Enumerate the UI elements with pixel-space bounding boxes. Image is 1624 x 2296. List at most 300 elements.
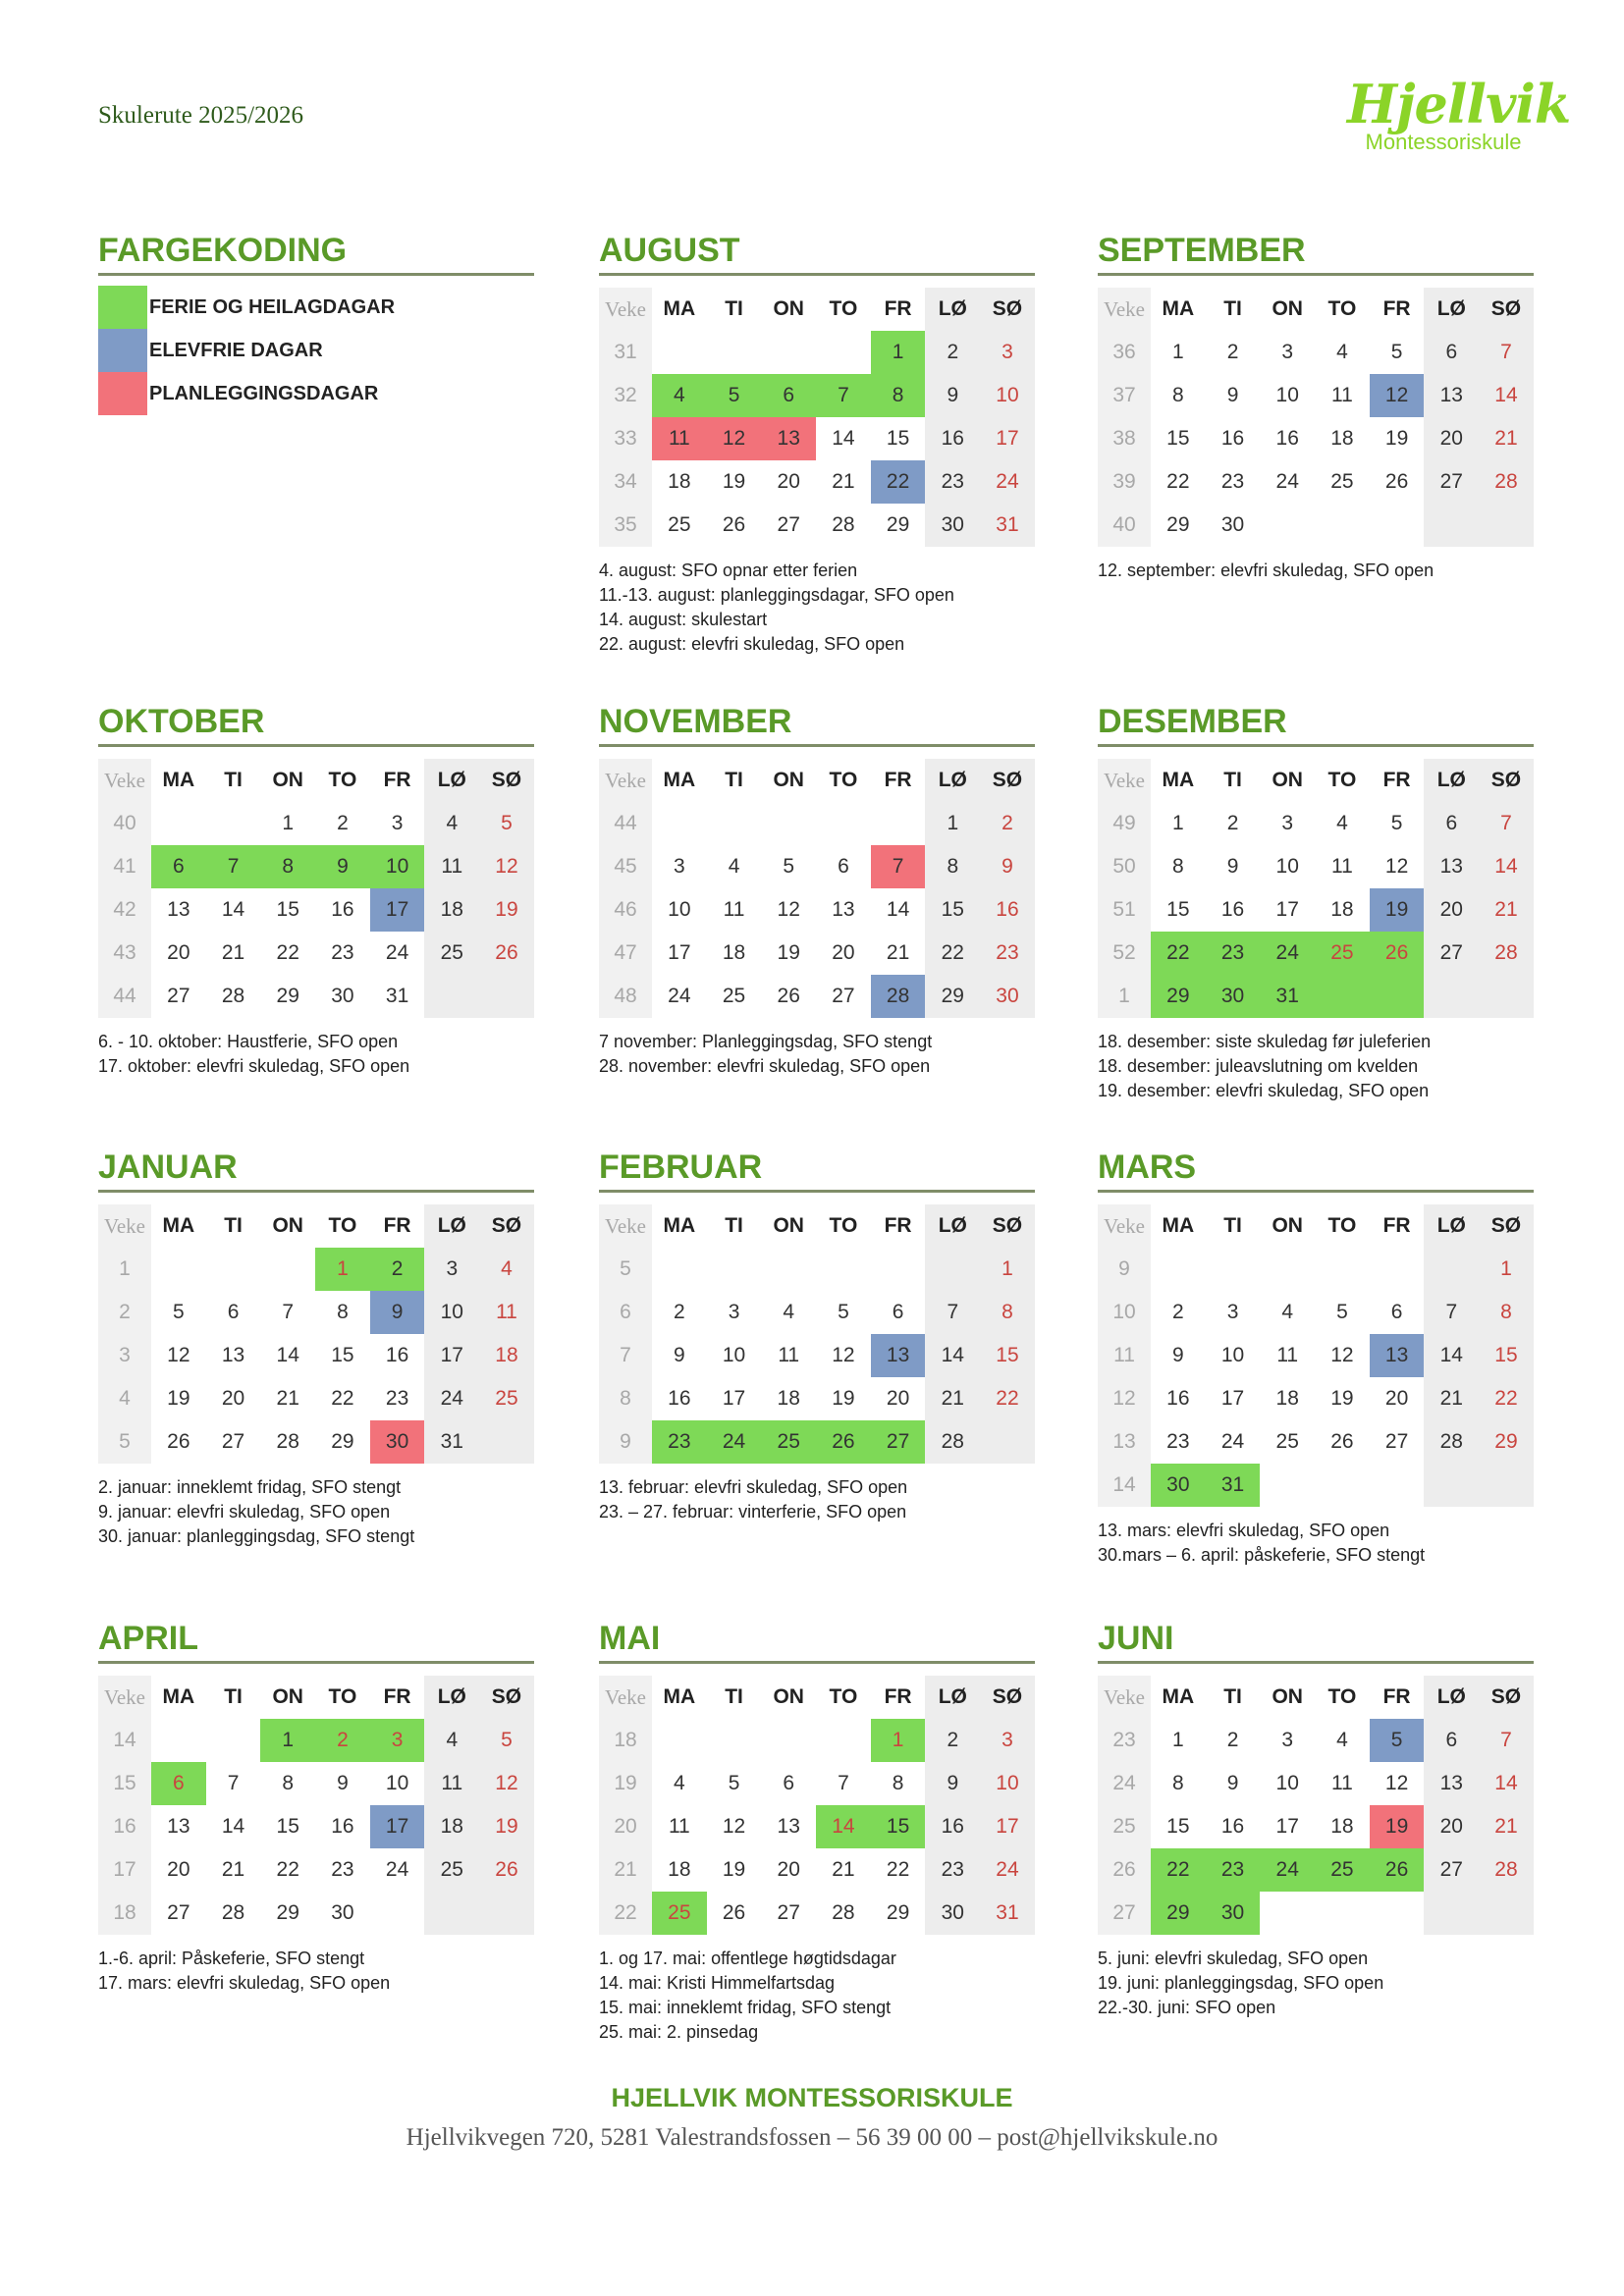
day-cell: 10 [980,374,1035,417]
day-cell: 4 [424,1719,479,1762]
day-cell: 28 [276,1430,299,1453]
day-cell: 4 [674,1772,685,1794]
month-grid [599,759,1035,1018]
day-cell: 27 [221,1430,245,1453]
note-line: 4. august: SFO opnar etter ferien [599,561,858,580]
day-cell [1370,1248,1425,1291]
day-cell [652,331,707,374]
day-cell: 12 [1330,1344,1354,1366]
day-cell: 17 [424,1334,479,1377]
note-line: 23. – 27. februar: vinterferie, SFO open [599,1502,907,1522]
day-cell: 10 [1275,1772,1299,1794]
week-number: 6 [599,1291,652,1334]
day-cell: 9 [925,374,980,417]
day-cell: 26 [816,1420,871,1464]
day-cell: 22 [925,932,980,975]
day-cell: 11 [479,1291,534,1334]
day-cell: 20 [221,1387,245,1410]
day-cell: 2 [370,1248,425,1291]
day-cell: 16 [925,417,980,460]
day-cell: 12 [1384,855,1409,878]
day-cell: 14 [886,898,910,921]
day-cell [1424,1892,1479,1935]
day-cell: 4 [728,855,740,878]
day-header: TI [1223,769,1242,791]
day-cell: 9 [925,1762,980,1805]
day-cell [1424,1248,1479,1291]
month-notes [98,1475,534,1549]
day-cell [1260,1892,1315,1935]
day-header: LØ [1424,1204,1479,1248]
day-cell: 21 [925,1377,980,1420]
month-title: AUGUST [599,232,1035,276]
day-cell: 7 [925,1291,980,1334]
day-cell: 22 [1166,470,1190,493]
day-cell: 11 [1331,384,1353,406]
day-cell [1206,1248,1261,1291]
day-header: TI [725,769,743,791]
day-cell: 14 [816,1805,871,1848]
week-column-header: Veke [599,759,652,802]
month-0 [599,232,1035,657]
day-cell: 7 [1479,1719,1534,1762]
day-cell [1370,1892,1425,1935]
day-cell: 10 [1275,384,1299,406]
day-cell: 19 [777,941,800,964]
day-cell: 9 [370,1291,425,1334]
day-header: ON [773,769,804,791]
week-number: 25 [1098,1805,1151,1848]
week-column-header: Veke [98,759,151,802]
day-cell: 17 [1275,1815,1299,1838]
legend-label: FERIE OG HEILAGDAGAR [149,295,396,318]
week-number: 47 [599,932,652,975]
day-header: SØ [479,1204,534,1248]
day-cell: 3 [980,1719,1035,1762]
day-cell: 14 [1479,1762,1534,1805]
day-cell: 25 [424,932,479,975]
day-cell: 11 [1276,1344,1299,1366]
day-cell [479,1420,534,1464]
month-grid [98,1676,534,1935]
day-cell: 5 [173,1301,185,1323]
day-cell: 14 [1479,845,1534,888]
day-header: FR [884,1214,912,1237]
day-cell: 12 [1384,1772,1409,1794]
day-header: ON [1272,769,1303,791]
day-header: LØ [1424,759,1479,802]
day-cell: 14 [925,1334,980,1377]
day-header: FR [884,769,912,791]
day-cell: 18 [777,1387,800,1410]
day-cell [761,1248,816,1291]
week-number: 27 [1098,1892,1151,1935]
day-header: LØ [925,1676,980,1719]
day-cell: 29 [276,1901,299,1924]
day-cell: 17 [370,1805,425,1848]
day-cell: 6 [892,1301,904,1323]
day-cell: 16 [331,1815,354,1838]
day-cell: 1 [282,812,295,834]
day-cell: 26 [167,1430,190,1453]
day-cell: 19 [722,470,746,493]
day-cell: 6 [1390,1301,1403,1323]
day-cell: 28 [832,1901,855,1924]
week-number: 48 [599,975,652,1018]
day-cell: 30 [370,1420,425,1464]
day-cell: 30 [1151,1464,1206,1507]
legend-label: ELEVFRIE DAGAR [149,339,323,361]
day-cell: 15 [276,1815,299,1838]
day-cell: 19 [1330,1387,1354,1410]
day-cell: 24 [1220,1430,1245,1453]
day-cell: 4 [1336,812,1348,834]
month-8 [98,1620,534,1996]
day-header: ON [773,1214,804,1237]
week-number: 40 [1098,504,1151,547]
day-header: TO [829,769,858,791]
month-grid [1098,1676,1534,1935]
note-line: 13. mars: elevfri skuledag, SFO open [1098,1521,1390,1540]
day-cell: 26 [1370,932,1425,975]
day-header: ON [1272,297,1303,320]
day-header: FR [383,1685,411,1708]
month-notes [599,1947,1035,2045]
day-cell: 8 [980,1291,1035,1334]
day-cell: 24 [1260,932,1315,975]
day-cell: 6 [838,855,849,878]
day-cell [707,802,762,845]
day-cell: 10 [1220,1344,1245,1366]
day-cell: 18 [1330,1815,1354,1838]
week-number: 39 [1098,460,1151,504]
day-header: SØ [1479,759,1534,802]
day-header: LØ [424,759,479,802]
day-cell: 13 [871,1334,926,1377]
day-cell: 14 [1424,1334,1479,1377]
day-header: SØ [1479,1204,1534,1248]
day-header: TI [1223,1685,1242,1708]
week-number: 37 [1098,374,1151,417]
day-cell: 15 [871,1805,926,1848]
day-cell: 22 [331,1387,354,1410]
day-header: LØ [1424,288,1479,331]
day-cell [707,331,762,374]
day-cell: 19 [1370,1805,1425,1848]
day-cell: 30 [1206,975,1261,1018]
day-cell: 23 [925,1848,980,1892]
day-cell: 21 [221,1858,245,1881]
day-cell: 5 [783,855,795,878]
day-cell: 9 [1172,1344,1184,1366]
day-cell: 19 [167,1387,190,1410]
day-header: TI [1223,297,1242,320]
day-header: FR [884,1685,912,1708]
logo-subtitle: Montessoriskule [1365,130,1522,154]
day-cell: 29 [276,985,299,1007]
day-cell: 10 [668,898,691,921]
day-cell: 27 [1424,460,1479,504]
day-header: ON [1272,1214,1303,1237]
week-column-header: Veke [98,1676,151,1719]
day-cell: 23 [331,1858,354,1881]
day-cell: 24 [424,1377,479,1420]
note-line: 15. mai: inneklemt fridag, SFO stengt [599,1998,892,2017]
legend-list [98,286,534,415]
day-cell: 8 [260,845,315,888]
day-cell: 19 [1370,888,1425,932]
legend-swatch-green [98,286,147,329]
week-column-header: Veke [1098,288,1151,331]
day-cell: 10 [370,845,425,888]
day-cell: 23 [925,460,980,504]
day-cell: 30 [980,975,1035,1018]
month-10 [1098,1620,1534,2020]
note-line: 14. mai: Kristi Himmelfartsdag [599,1973,836,1993]
note-line: 14. august: skulestart [599,610,768,629]
day-cell: 1 [980,1248,1035,1291]
day-cell: 1 [1172,1729,1184,1751]
day-cell: 3 [370,1719,425,1762]
day-cell [1315,1248,1370,1291]
day-header: LØ [1424,1676,1479,1719]
day-cell: 3 [1281,812,1294,834]
day-cell [151,1719,206,1762]
day-cell: 13 [167,898,190,921]
note-line: 2. januar: inneklemt fridag, SFO stengt [98,1477,402,1497]
day-cell [816,802,871,845]
legend-label: PLANLEGGINGSDAGAR [149,382,379,404]
day-cell: 5 [1370,1719,1425,1762]
week-number: 52 [1098,932,1151,975]
day-cell: 16 [1220,898,1245,921]
day-cell: 29 [1479,1420,1534,1464]
day-cell: 18 [722,941,746,964]
day-cell [1370,1464,1425,1507]
day-header: SØ [980,1676,1035,1719]
day-cell: 19 [479,888,534,932]
day-cell: 13 [167,1815,190,1838]
day-header: SØ [1479,288,1534,331]
day-cell [1370,975,1425,1018]
day-header: FR [884,297,912,320]
week-number: 8 [599,1377,652,1420]
day-cell: 18 [424,1805,479,1848]
day-cell: 25 [479,1377,534,1420]
day-cell: 13 [1370,1334,1425,1377]
day-cell: 5 [479,802,534,845]
day-header: FR [1382,1214,1411,1237]
month-2 [98,703,534,1079]
day-cell: 2 [1226,341,1239,363]
day-cell: 13 [761,417,816,460]
month-grid [1098,759,1534,1018]
day-cell: 25 [424,1848,479,1892]
day-cell [1424,975,1479,1018]
day-cell: 17 [1220,1387,1245,1410]
day-cell: 24 [668,985,691,1007]
day-cell: 21 [1424,1377,1479,1420]
month-grid [1098,1204,1534,1507]
day-cell [652,1248,707,1291]
day-cell: 4 [424,802,479,845]
day-header: TO [328,1685,357,1708]
day-cell: 8 [337,1301,349,1323]
day-header: MA [1162,769,1195,791]
day-cell [1479,504,1534,547]
day-cell: 27 [1424,1848,1479,1892]
day-cell [1315,1892,1370,1935]
week-number: 40 [98,802,151,845]
day-cell: 4 [652,374,707,417]
month-title: SEPTEMBER [1098,232,1534,276]
day-cell: 16 [1166,1387,1190,1410]
week-number: 24 [1098,1762,1151,1805]
week-number: 14 [98,1719,151,1762]
day-cell: 6 [227,1301,240,1323]
week-number: 7 [599,1334,652,1377]
note-line: 22.-30. juni: SFO open [1098,1998,1276,2017]
day-cell: 18 [668,470,691,493]
day-cell: 15 [1166,427,1190,450]
month-5 [98,1148,534,1549]
day-cell: 6 [1424,1719,1479,1762]
week-number: 21 [599,1848,652,1892]
day-cell: 8 [1172,384,1184,406]
day-cell: 23 [1206,1848,1261,1892]
day-header: LØ [925,288,980,331]
week-number: 18 [599,1719,652,1762]
day-header: LØ [424,1204,479,1248]
week-number: 19 [599,1762,652,1805]
day-cell: 25 [722,985,746,1007]
day-cell: 28 [221,1901,245,1924]
week-column-header: Veke [1098,1676,1151,1719]
day-cell: 16 [980,888,1035,932]
month-notes [98,1030,534,1079]
day-cell: 2 [337,812,349,834]
day-header: LØ [925,759,980,802]
week-number: 11 [1098,1334,1151,1377]
day-cell: 12 [479,1762,534,1805]
week-column-header: Veke [599,288,652,331]
day-cell: 30 [925,1892,980,1935]
day-cell: 13 [1424,374,1479,417]
day-cell: 17 [370,888,425,932]
note-line: 9. januar: elevfri skuledag, SFO open [98,1502,391,1522]
note-line: 28. november: elevfri skuledag, SFO open [599,1056,931,1076]
legend-swatch-blue [98,329,147,372]
day-cell: 11 [1331,1772,1353,1794]
week-number: 23 [1098,1719,1151,1762]
day-cell: 15 [980,1334,1035,1377]
day-cell: 8 [1172,855,1184,878]
legend-item-elevfri [98,329,534,372]
day-cell: 10 [385,1772,409,1794]
day-cell: 2 [315,1719,370,1762]
day-header: TI [224,1214,243,1237]
day-cell: 3 [391,812,404,834]
day-header: MA [1162,1214,1195,1237]
day-cell: 27 [167,1901,190,1924]
day-cell: 30 [925,504,980,547]
day-cell: 8 [892,1772,904,1794]
week-number: 5 [98,1420,151,1464]
day-header: TO [829,1214,858,1237]
day-header: SØ [980,288,1035,331]
day-cell: 24 [1260,1848,1315,1892]
month-notes [1098,1030,1534,1103]
day-cell: 18 [668,1858,691,1881]
week-number: 49 [1098,802,1151,845]
day-header: TI [725,1214,743,1237]
day-header: MA [162,1685,195,1708]
day-header: TI [224,1685,243,1708]
day-cell: 29 [331,1430,354,1453]
day-cell: 10 [1275,855,1299,878]
day-cell: 1 [925,802,980,845]
week-number: 42 [98,888,151,932]
note-line: 13. februar: elevfri skuledag, SFO open [599,1477,908,1497]
day-cell: 16 [1220,1815,1245,1838]
day-header: MA [162,769,195,791]
day-cell: 21 [221,941,245,964]
school-logo [1347,73,1571,173]
week-number: 41 [98,845,151,888]
day-cell: 8 [1172,1772,1184,1794]
day-header: FR [383,1214,411,1237]
day-cell: 6 [761,374,816,417]
day-cell: 25 [761,1420,816,1464]
day-cell: 18 [1275,1387,1299,1410]
week-number: 44 [98,975,151,1018]
week-number: 32 [599,374,652,417]
day-header: MA [663,1685,696,1708]
day-header: MA [663,297,696,320]
day-cell [424,975,479,1018]
day-cell: 27 [1424,932,1479,975]
day-cell: 23 [980,932,1035,975]
legend-panel [98,232,534,415]
day-header: ON [773,297,804,320]
day-cell: 5 [1390,812,1403,834]
day-cell: 6 [1424,331,1479,374]
day-cell: 11 [668,1815,690,1838]
day-cell: 5 [1336,1301,1348,1323]
day-cell: 20 [777,1858,800,1881]
note-line: 7 november: Planleggingsdag, SFO stengt [599,1032,933,1051]
day-cell: 9 [674,1344,685,1366]
day-cell: 12 [722,1815,746,1838]
day-cell: 29 [886,513,910,536]
day-cell: 11 [424,1762,479,1805]
day-cell: 1 [871,1719,926,1762]
day-cell: 2 [925,1719,980,1762]
note-line: 5. juni: elevfri skuledag, SFO open [1098,1949,1369,1968]
day-cell: 25 [668,513,691,536]
day-header: ON [272,1685,303,1708]
week-number: 36 [1098,331,1151,374]
day-cell: 31 [1260,975,1315,1018]
week-number: 4 [98,1377,151,1420]
day-cell: 13 [1424,1762,1479,1805]
month-notes [1098,1519,1534,1568]
day-cell: 21 [1479,1805,1534,1848]
day-cell: 4 [1336,341,1348,363]
day-cell: 12 [832,1344,855,1366]
note-line: 12. september: elevfri skuledag, SFO open [1098,561,1435,580]
week-number: 34 [599,460,652,504]
